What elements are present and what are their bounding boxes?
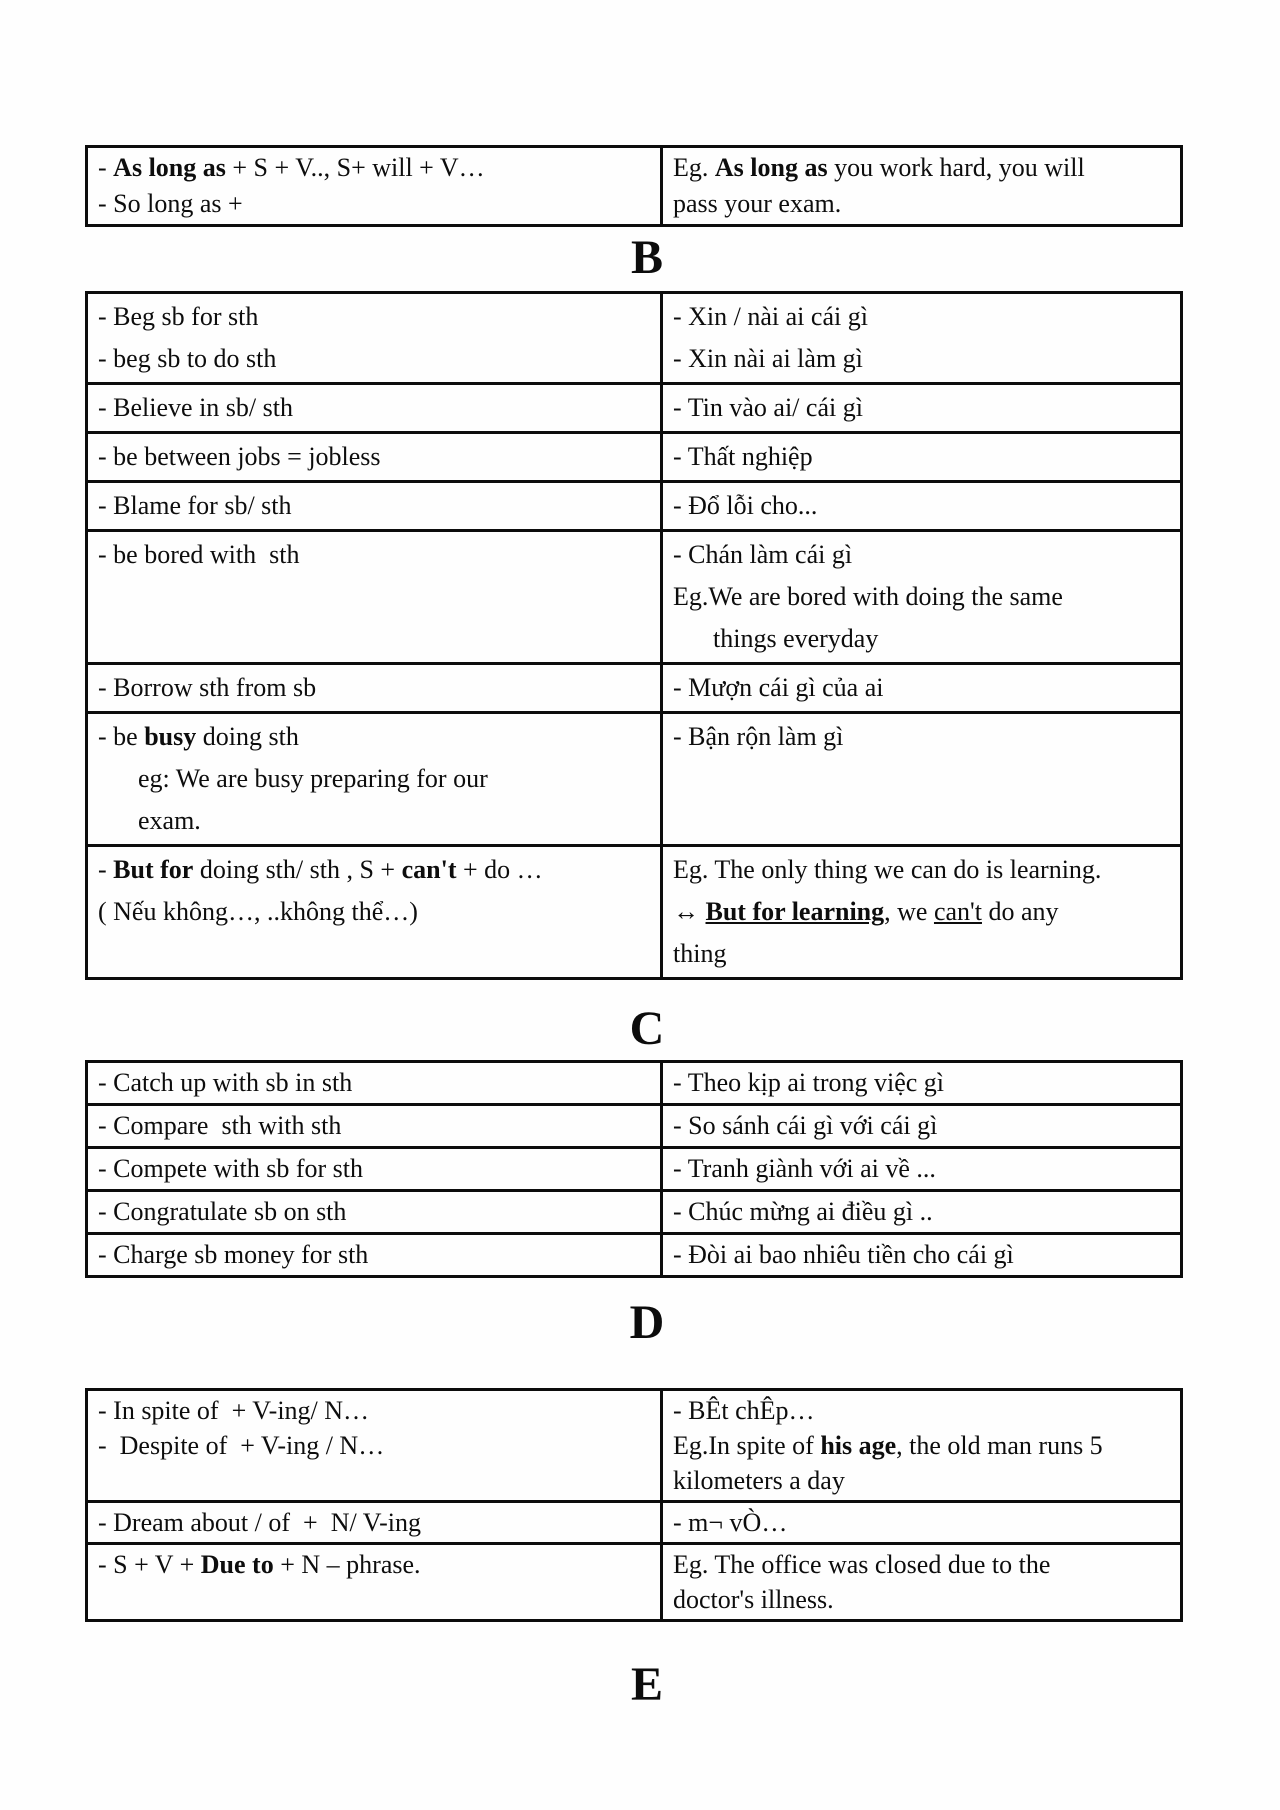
text-segment: can't xyxy=(933,897,982,926)
text-segment: - Đổ lỗi cho... xyxy=(673,491,818,520)
text-segment: - xyxy=(98,855,114,884)
text-line xyxy=(673,1151,1170,1187)
structure-cell xyxy=(87,713,662,846)
text-line xyxy=(673,1428,1170,1463)
meaning-cell xyxy=(662,482,1182,531)
text-segment: Due to xyxy=(200,1550,274,1579)
text-segment: you work hard, you will xyxy=(827,153,1085,182)
text-segment: + S + V.., S+ will + V… xyxy=(225,153,485,182)
text-segment: - beg sb to do sth xyxy=(98,344,277,373)
text-line xyxy=(673,186,1170,222)
text-line xyxy=(98,1237,650,1273)
text-segment: - So long as + xyxy=(98,189,243,218)
text-segment: - Beg sb for sth xyxy=(98,302,259,331)
text-segment: - Compare sth with sth xyxy=(98,1111,342,1140)
meaning-cell xyxy=(662,1105,1182,1148)
meaning-cell xyxy=(662,384,1182,433)
text-segment: ↔ xyxy=(673,897,706,926)
text-line xyxy=(673,296,1170,338)
text-line xyxy=(98,716,650,758)
text-line xyxy=(673,1393,1170,1428)
text-segment: - Xin nài ai làm gì xyxy=(673,344,863,373)
text-segment: - Compete with sb for sth xyxy=(98,1154,364,1183)
text-line xyxy=(98,485,650,527)
text-segment: - Tin vào ai/ cái gì xyxy=(673,393,863,422)
text-segment: - Tranh giành với ai về ... xyxy=(673,1154,936,1183)
table-body xyxy=(87,1062,1182,1277)
text-segment: his age xyxy=(820,1431,897,1460)
text-line xyxy=(673,1463,1170,1498)
text-segment: - In spite of + V-ing/ N… xyxy=(98,1396,370,1425)
text-segment: - Dream about / of + N/ V-ing xyxy=(98,1508,422,1537)
text-segment: + N – phrase. xyxy=(273,1550,421,1579)
table-row xyxy=(87,482,1182,531)
text-segment: Eg. The office was closed due to the xyxy=(673,1550,1051,1579)
structure-cell xyxy=(87,1105,662,1148)
text-line xyxy=(98,338,650,380)
structure-cell xyxy=(87,147,662,226)
table-body xyxy=(87,293,1182,979)
text-segment: - m¬ vÒ… xyxy=(673,1508,788,1537)
text-segment: - S + V + xyxy=(98,1550,201,1579)
text-line xyxy=(673,150,1170,186)
text-segment: But for learning xyxy=(705,897,885,926)
text-line xyxy=(98,1547,650,1582)
text-line xyxy=(673,891,1170,933)
text-segment: - be bored with sth xyxy=(98,540,300,569)
text-line xyxy=(673,1582,1170,1617)
text-line xyxy=(98,1151,650,1187)
structure-cell xyxy=(87,384,662,433)
table-row xyxy=(87,531,1182,664)
meaning-cell xyxy=(662,293,1182,384)
text-line xyxy=(98,436,650,478)
section-heading-d: D xyxy=(629,1296,665,1349)
text-line xyxy=(98,849,650,891)
text-segment: ( Nếu không…, ..không thể…) xyxy=(98,897,418,926)
text-segment: - Đòi ai bao nhiêu tiền cho cái gì xyxy=(673,1240,1014,1269)
text-segment: - Chúc mừng ai điều gì .. xyxy=(673,1197,933,1226)
text-segment: can't xyxy=(401,855,457,884)
text-segment: Eg.We are bored with doing the same xyxy=(673,582,1063,611)
meaning-cell xyxy=(662,1148,1182,1191)
text-segment: - BÊt chÊp… xyxy=(673,1396,815,1425)
table-body xyxy=(87,147,1182,226)
vocab-table-c xyxy=(85,1060,1183,1278)
text-line xyxy=(673,849,1170,891)
text-line xyxy=(98,186,650,222)
text-segment: - So sánh cái gì với cái gì xyxy=(673,1111,938,1140)
table-row xyxy=(87,846,1182,979)
text-line xyxy=(673,1065,1170,1101)
text-line xyxy=(673,485,1170,527)
text-segment: eg: We are busy preparing for our xyxy=(138,764,488,793)
section-heading-c: C xyxy=(629,1002,665,1055)
text-line xyxy=(98,150,650,186)
table-row xyxy=(87,293,1182,384)
text-segment: - Blame for sb/ sth xyxy=(98,491,292,520)
meaning-cell xyxy=(662,1062,1182,1105)
structure-cell xyxy=(87,1544,662,1621)
meaning-cell xyxy=(662,713,1182,846)
table-row xyxy=(87,713,1182,846)
text-segment: - Bận rộn làm gì xyxy=(673,722,844,751)
text-line xyxy=(98,800,650,842)
table-row xyxy=(87,1062,1182,1105)
text-line xyxy=(673,1108,1170,1144)
text-line xyxy=(98,1393,650,1428)
text-line xyxy=(98,1505,650,1540)
table-row xyxy=(87,1234,1182,1277)
meaning-cell xyxy=(662,433,1182,482)
text-line xyxy=(98,1108,650,1144)
text-segment: - Theo kịp ai trong việc gì xyxy=(673,1068,945,1097)
text-line xyxy=(673,576,1170,618)
structure-cell xyxy=(87,1234,662,1277)
text-segment: As long as xyxy=(714,153,828,182)
text-line xyxy=(98,891,650,933)
meaning-cell xyxy=(662,1191,1182,1234)
vocab-table-a-continued xyxy=(85,145,1183,227)
text-line xyxy=(673,716,1170,758)
table-row xyxy=(87,433,1182,482)
structure-cell xyxy=(87,531,662,664)
text-segment: - xyxy=(98,153,114,182)
table-body xyxy=(87,1390,1182,1621)
text-line xyxy=(98,387,650,429)
text-segment: - be between jobs = jobless xyxy=(98,442,381,471)
meaning-cell xyxy=(662,1502,1182,1544)
text-segment: Eg. The only thing we can do is learning. xyxy=(673,855,1102,884)
meaning-cell xyxy=(662,1544,1182,1621)
table-row xyxy=(87,1148,1182,1191)
meaning-cell xyxy=(662,147,1182,226)
text-line xyxy=(673,667,1170,709)
meaning-cell xyxy=(662,846,1182,979)
table-row xyxy=(87,384,1182,433)
text-segment: - Xin / nài ai cái gì xyxy=(673,302,868,331)
text-segment: pass your exam. xyxy=(673,189,842,218)
text-segment: But for xyxy=(113,855,194,884)
text-line xyxy=(673,1505,1170,1540)
text-segment: - Thất nghiệp xyxy=(673,442,813,471)
text-line xyxy=(98,1194,650,1230)
structure-cell xyxy=(87,1148,662,1191)
vocab-table-b xyxy=(85,291,1183,980)
text-line xyxy=(673,436,1170,478)
text-line xyxy=(98,1428,650,1463)
structure-cell xyxy=(87,433,662,482)
text-segment: , we xyxy=(884,897,934,926)
text-segment: As long as xyxy=(113,153,226,182)
structure-cell xyxy=(87,1062,662,1105)
meaning-cell xyxy=(662,1234,1182,1277)
text-segment: do any xyxy=(981,897,1059,926)
text-segment: + do … xyxy=(456,855,543,884)
text-segment: thing xyxy=(673,939,727,968)
text-segment: - Believe in sb/ sth xyxy=(98,393,293,422)
text-line xyxy=(673,387,1170,429)
text-line xyxy=(673,534,1170,576)
text-line xyxy=(673,933,1170,975)
text-segment: - Chán làm cái gì xyxy=(673,540,853,569)
text-line xyxy=(673,618,1170,660)
table-row xyxy=(87,147,1182,226)
text-line xyxy=(98,758,650,800)
text-segment: busy xyxy=(144,722,197,751)
text-segment: - Borrow sth from sb xyxy=(98,673,317,702)
text-segment: doing sth/ sth , S + xyxy=(193,855,402,884)
table-row xyxy=(87,664,1182,713)
text-line xyxy=(673,1237,1170,1273)
text-line xyxy=(673,1547,1170,1582)
vocab-table-d xyxy=(85,1388,1183,1622)
text-segment: things everyday xyxy=(713,624,879,653)
table-row xyxy=(87,1191,1182,1234)
text-segment: Eg.In spite of xyxy=(673,1431,821,1460)
structure-cell xyxy=(87,1390,662,1502)
structure-cell xyxy=(87,1502,662,1544)
table-row xyxy=(87,1544,1182,1621)
table-row xyxy=(87,1105,1182,1148)
text-segment: - Mượn cái gì của ai xyxy=(673,673,884,702)
meaning-cell xyxy=(662,664,1182,713)
text-segment: - be xyxy=(98,722,145,751)
text-line xyxy=(673,1194,1170,1230)
table-row xyxy=(87,1390,1182,1502)
text-line xyxy=(98,296,650,338)
structure-cell xyxy=(87,846,662,979)
meaning-cell xyxy=(662,531,1182,664)
table-row xyxy=(87,1502,1182,1544)
text-segment: - Charge sb money for sth xyxy=(98,1240,369,1269)
text-segment: , the old man runs 5 xyxy=(896,1431,1103,1460)
text-line xyxy=(98,534,650,576)
text-segment: - Despite of + V-ing / N… xyxy=(98,1431,385,1460)
text-line xyxy=(98,667,650,709)
structure-cell xyxy=(87,293,662,384)
structure-cell xyxy=(87,1191,662,1234)
text-segment: - Congratulate sb on sth xyxy=(98,1197,347,1226)
section-heading-b: B xyxy=(630,231,663,284)
text-segment: exam. xyxy=(138,806,201,835)
text-line xyxy=(98,1065,650,1101)
meaning-cell xyxy=(662,1390,1182,1502)
text-segment: - Catch up with sb in sth xyxy=(98,1068,353,1097)
text-segment: doing sth xyxy=(196,722,299,751)
text-line xyxy=(673,338,1170,380)
text-segment: doctor's illness. xyxy=(673,1585,834,1614)
section-heading-e: E xyxy=(630,1658,663,1711)
text-segment: kilometers a day xyxy=(673,1466,845,1495)
structure-cell xyxy=(87,664,662,713)
structure-cell xyxy=(87,482,662,531)
text-segment: Eg. xyxy=(673,153,715,182)
